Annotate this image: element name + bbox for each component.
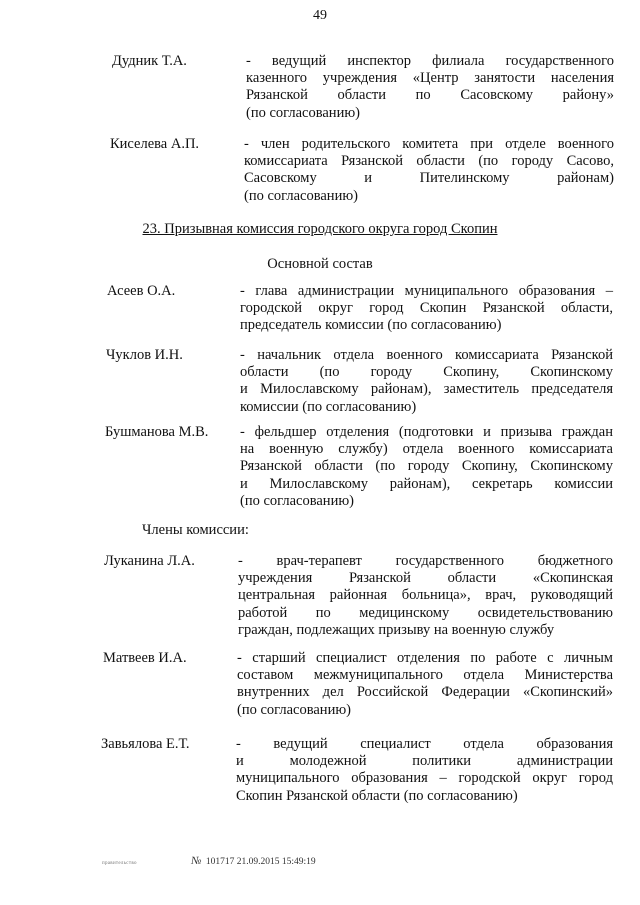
footer-reference: 101717 21.09.2015 15:49:19 [205, 857, 316, 867]
entry-desc-kiseleva [244, 136, 614, 205]
footer-doc-ref [102, 855, 316, 867]
desc-line: - фельдшер отделения (подготовки и призыва граждан [240, 424, 613, 440]
desc-line: Скопин Рязанской области (по согласованию) [236, 787, 518, 804]
desc-line: Рязанской области (по городу Скопину, Скопинскому [240, 458, 613, 475]
desc-line: председатель комиссии (по согласованию) [240, 317, 502, 334]
desc-line: (по согласованию) [237, 701, 351, 718]
desc-line: - ведущий инспектор филиала государственного [246, 53, 614, 69]
desc-line: Рязанской области по Сасовскому району» [246, 87, 614, 104]
entry-desc-zavyalova [236, 736, 613, 805]
desc-line: центральная районная больница», врач, руководящий [238, 587, 613, 604]
desc-line: (по согласованию) [240, 492, 354, 509]
desc-line: (по согласованию) [246, 104, 360, 121]
desc-line: и Милославскому районам), секретарь комиссии [240, 475, 613, 492]
main-composition-title: Основной состав [267, 256, 373, 272]
desc-line: внутренних дел Российской Федерации «Скопинский» [237, 684, 613, 701]
entry-name-matveev: Матвеев И.А. [103, 650, 187, 666]
entry-desc-aseev [240, 283, 613, 335]
entry-name-chuklov: Чуклов И.Н. [106, 347, 183, 363]
desc-line: муниципального образования – городской округ город [236, 770, 613, 787]
entry-name-lukanina: Луканина Л.А. [104, 553, 195, 569]
number-sign: № [191, 855, 202, 867]
desc-line: - врач-терапевт государственного бюджетного [238, 553, 613, 569]
desc-line: и молодежной политики администрации [236, 753, 613, 770]
members-title: Члены комиссии: [142, 522, 249, 538]
desc-line: - член родительского комитета при отделе военного [244, 136, 614, 152]
desc-line: комиссии (по согласованию) [240, 398, 417, 415]
desc-line: и Милославскому районам), заместитель председателя [240, 381, 613, 398]
desc-line: (по согласованию) [244, 187, 358, 204]
entry-name-kiseleva: Киселева А.П. [110, 136, 200, 152]
entry-name-aseev: Асеев О.А. [107, 283, 176, 299]
desc-line: - старший специалист отделения по работе с личным [237, 650, 613, 666]
desc-line: Сасовскому и Пителинскому районам) [244, 170, 614, 187]
entry-desc-lukanina [238, 553, 613, 639]
desc-line: граждан, подлежащих призыву на военную службу [238, 621, 555, 638]
desc-line: - начальник отдела военного комиссариата Рязанской [240, 347, 613, 363]
desc-line: городской округ город Скопин Рязанской области, [240, 300, 613, 317]
desc-line: составом межмуниципального отдела Министерства [237, 667, 613, 684]
entry-desc-matveev [237, 650, 613, 719]
desc-line: казенного учреждения «Центр занятости населения [246, 70, 614, 87]
entry-desc-bushmanova [240, 424, 613, 510]
entry-name-bushmanova: Бушманова М.В. [105, 424, 209, 440]
page-number: 49 [313, 8, 327, 23]
desc-line: на военную службу) отдела военного комиссариата [240, 441, 613, 458]
desc-line: - глава администрации муниципального образования – [240, 283, 613, 299]
desc-line: комиссариата Рязанской области (по городу Сасово, [244, 153, 614, 170]
desc-line: учреждения Рязанской области «Скопинская [238, 570, 613, 587]
entry-desc-dudnik [246, 53, 614, 122]
desc-line: - ведущий специалист отдела образования [236, 736, 613, 752]
footer-stamp: правительство [102, 861, 137, 866]
desc-line: работой по медицинскому освидетельствованию [238, 604, 613, 621]
section-title: 23. Призывная комиссия городского округа город Скопин [142, 221, 498, 237]
entry-name-dudnik: Дудник Т.А. [112, 53, 187, 69]
entry-name-zavyalova: Завьялова Е.Т. [101, 736, 190, 752]
desc-line: области (по городу Скопину, Скопинскому [240, 364, 613, 381]
entry-desc-chuklov [240, 347, 613, 416]
